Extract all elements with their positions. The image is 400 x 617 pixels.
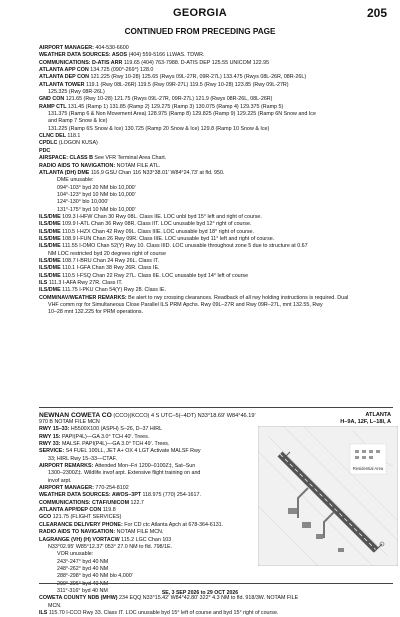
- newnan-info-line-label: AIRPORT REMARKS:: [39, 463, 95, 470]
- atlanta-info-line: [39, 177, 395, 184]
- atlanta-info-line-label: GND CON: [39, 96, 66, 103]
- newnan-info-line-text: S4 FUEL 100LL, JET A+ OX 4 LGT Activate MALSF Rwy: [65, 448, 201, 455]
- newnan-info-line: [39, 573, 395, 580]
- atlanta-info-line-label: ILS/DME: [39, 243, 63, 250]
- atlanta-info-line-label: COMMUNICATIONS: D-ATIS ARR: [39, 59, 124, 66]
- atlanta-info-line: [39, 258, 395, 265]
- atlanta-info-line: [39, 163, 395, 170]
- atlanta-info-line: [39, 207, 395, 214]
- newnan-info-line-text: For CD ctc Atlanta Apch at 678-364-6131.: [124, 521, 224, 528]
- newnan-info-line-text: 33; HIRL Rwy 15–33—CTAF.: [48, 455, 117, 462]
- atlanta-info-line-label: PDC: [39, 147, 51, 154]
- atlanta-info-line-text: DME unusable:: [57, 177, 94, 184]
- effective-dates: SE, 3 SEP 2026 to 29 OCT 2026: [161, 590, 239, 596]
- residential-area-label: Residential Area: [352, 466, 384, 471]
- atlanta-info-line: [39, 287, 395, 294]
- newnan-info-line-text: 970 B NOTAM FILE MCN: [39, 419, 100, 425]
- newnan-info-line-text: PAPI(P4L)—GA 3.0° TCH 40'. Trees.: [61, 433, 150, 440]
- atlanta-info-line-label: ATLANTA DEP CON: [39, 74, 91, 81]
- atlanta-info-line-text: 121.65 (Rwy 10-28) 121.75 (Rwys 09L-27R, 09R-27L) 121.9 (Rwys 08R-26L, 08L-26R): [65, 96, 273, 103]
- atlanta-info-line-text: 119.65 (404) 763-7988. D-ATIS DEP 125.55 UNICOM 122.95: [123, 59, 270, 66]
- newnan-info-line-label: COMMUNICATIONS: CTAF/UNICOM: [39, 499, 131, 506]
- atlanta-info-line: [39, 74, 395, 81]
- atlanta-info-line-label: ATLANTA APP CON: [39, 67, 91, 74]
- atlanta-info-line-text: 131°-175° byd 10 NM blo 10,000': [57, 206, 136, 213]
- atlanta-info-line-text: 125.325 (Rwy 08R-26L): [48, 89, 105, 96]
- newnan-info-line-label: RADIO AIDS TO NAVIGATION:: [39, 529, 117, 536]
- newnan-info-line-text: 119.8: [102, 507, 116, 514]
- atlanta-info-line: [39, 229, 395, 236]
- newnan-info-line-text: 1300–2300Z‡. Wildlife invof arpt. Extensive flight training on and: [48, 470, 201, 477]
- airport-name: NEWNAN COWETA CO: [39, 412, 112, 419]
- atlanta-info-line-text: 104°-123° byd 10 NM blo 10,000': [57, 191, 136, 198]
- atlanta-info-line-text: 119.1 (Rwy 08L-26R) 119.5 (Rwy 09R-27L) 119.5 (Rwy 10-28) 123.85 (Rwy 09L-27R): [86, 81, 289, 88]
- newnan-info-line-label: RWY 33:: [39, 441, 62, 448]
- atlanta-info-line: [39, 89, 395, 96]
- atlanta-info-line-text: 111.75 I-PKU Chan 54(Y) Rwy 28. Class IE.: [62, 287, 166, 294]
- atlanta-info-line: [39, 199, 395, 206]
- newnan-info-line: [39, 566, 395, 573]
- atlanta-info-line: [39, 302, 395, 309]
- newnan-info-line-text: 122.7: [130, 499, 144, 506]
- atlanta-info-line-text: 110.5 I-FSQ Chan 22 Rwy 27L. Class IIE. LOC unusable byd 14° left of course: [62, 272, 249, 279]
- atlanta-info-line-label: RADIO AIDS TO NAVIGATION:: [39, 162, 117, 169]
- atlanta-info-line: [39, 104, 395, 111]
- airport-ident: (CCO)(KCCO) 4 S UTC–5(–4DT) N33°18.69' W84°46.19': [111, 413, 256, 419]
- atlanta-info-line-text: 108.9 I-FUN Chan 26 Rwy 09R. Class IIIE. LOC unusable byd 11° left and right of course.: [62, 235, 275, 242]
- atlanta-info-line: [39, 214, 395, 221]
- atlanta-info-line-label: AIRPORT MANAGER:: [39, 45, 96, 51]
- atlanta-info-line: [39, 60, 395, 67]
- atlanta-info-line-label: ILS/DME: [39, 235, 63, 242]
- newnan-info-line-label: CLEARANCE DELIVERY PHONE:: [39, 521, 125, 528]
- section-divider: [39, 407, 393, 408]
- newnan-info-line-text: H5500X100 (ASPH) S–26, D–37 HIRL: [70, 426, 163, 433]
- atlanta-info-line-text: 124°-130° blo 10,000': [57, 199, 109, 206]
- atlanta-info-line-text: See VFR Terminal Area Chart.: [94, 155, 167, 162]
- atlanta-info-line-text: 134.725 (090°-269°) 128.0: [90, 67, 154, 74]
- atlanta-info-line: [39, 140, 395, 147]
- newnan-info-line-label: WEATHER DATA SOURCES: AWOS–3PT: [39, 492, 143, 499]
- atlanta-info-line-text: 404-530-6600: [95, 45, 129, 51]
- atlanta-info-line-text: NOTAM FILE ATL.: [116, 162, 161, 169]
- newnan-info-line-label: LAGRANGE (VH) (H) VORTACW: [39, 536, 122, 543]
- atlanta-info-line: [39, 96, 395, 103]
- atlanta-info-line-text: 111.55 I-OMO Chan 52(Y) Rwy 10. Class IIID. LOC unusable throughout zone 5 due to structure at 0.67: [62, 243, 308, 250]
- newnan-info-line-text: Attended Mon–Fri 1200–0100Z‡, Sat–Sun: [94, 463, 196, 470]
- atlanta-airport-continued-section: [39, 45, 395, 317]
- newnan-info-line-label: COWETA COUNTY NDB (MHW): [39, 595, 120, 602]
- atlanta-info-line-text: 110.1 I-GFA Chan 38 Rwy 26R. Class IE.: [62, 265, 160, 272]
- atlanta-info-line-text: and Ramp 7 Snow & Ice): [48, 118, 108, 125]
- atlanta-info-line-label: ILS/DME: [39, 257, 63, 264]
- atlanta-info-line: [39, 185, 395, 192]
- atlanta-info-line-text: 131.45 (Ramp 1) 131.85 (Ramp 2) 129.275 (Ramp 3) 130.075 (Ramp 4) 129.375 (Ramp 5): [67, 103, 284, 110]
- atlanta-info-line: [39, 265, 395, 272]
- atlanta-info-line-text: 131.225 (Ramp 6S Snow & Ice) 130.725 (Ramp 20 Snow & Ice) 129.8 (Ramp 10 Snow & Ice): [48, 125, 270, 132]
- atlanta-info-line-text: 109.9 I-ATL Chan 36 Rwy 08R. Class IIT. LOC unusable byd 12° right of course.: [62, 221, 252, 228]
- newnan-info-line-label: SERVICE:: [39, 448, 66, 455]
- atlanta-info-line: [39, 251, 395, 258]
- atlanta-info-line-text: 10–28 mnt 132.225 for PRM operations.: [48, 309, 144, 316]
- atlanta-info-line-text: 109.3 I-HFW Chan 30 Rwy 08L. Class IIE. LOC unbl byd 15° left and right of course.: [62, 213, 262, 220]
- atlanta-info-line: [39, 280, 395, 287]
- atlanta-info-line-text: Be alert to rwy crossing clearances. Readback of all rwy holding instructions is required. Dual: [128, 294, 349, 301]
- newnan-info-line-text: 288°-298° byd 40 NM blo 4,000': [57, 573, 133, 580]
- footer-divider: [39, 583, 393, 584]
- atlanta-info-line-label: AIRSPACE: CLASS B: [39, 155, 95, 162]
- atlanta-info-line: [39, 155, 395, 162]
- newnan-info-line-label: RWY 15:: [39, 433, 62, 440]
- newnan-info-line-text: 118.975 (770) 254-1617.: [142, 492, 201, 499]
- atlanta-info-line-text: 108.7 I-BRU Chan 24 Rwy 26L. Class IT.: [62, 257, 159, 264]
- atlanta-info-line-text: 111.3 I-AFA Rwy 27R. Class IT.: [48, 280, 123, 286]
- atlanta-info-line: [39, 221, 395, 228]
- atlanta-info-line: [39, 45, 395, 52]
- atlanta-info-line-text: NM LOC restricted byd 20 degrees right of course: [48, 250, 166, 257]
- atlanta-info-line-text: 110.5 I-HZX Chan 42 Rwy 09L. Class IIIE. LOC unusable byd 18° right of course.: [62, 228, 255, 235]
- newnan-info-line: [39, 595, 395, 602]
- atlanta-info-line: [39, 126, 395, 133]
- airport-diagram: [258, 426, 398, 566]
- atlanta-info-line-text: VHF comm rqr for Simultaneous Close Parallel ILS PRM Apchs. Rwy 09L–27R and Rwy 09R–27L, mnt 132.55, Rwy: [48, 302, 323, 309]
- newnan-info-line-label: RWY 15–33:: [39, 426, 71, 433]
- newnan-info-line-text: 248°-262° byd 40 NM: [57, 565, 109, 572]
- atlanta-info-line-label: ATLANTA TOWER: [39, 81, 86, 88]
- airport-chart-code: H–9A, 12F, L–18I, A: [340, 419, 391, 426]
- atlanta-info-line: [39, 67, 395, 74]
- atlanta-info-line-text: (404) 559-5166 LLWAS. TDWR.: [128, 52, 205, 59]
- atlanta-info-line-label: ILS/DME: [39, 287, 63, 294]
- page-number: 205: [366, 6, 387, 20]
- newnan-info-line-text: MALSF. PAPI(P4L)—GA 3.0° TCH 49'. Trees.: [61, 441, 170, 448]
- atlanta-info-line: [39, 82, 395, 89]
- atlanta-info-line-label: ILS: [39, 280, 49, 286]
- atlanta-info-line: [39, 295, 395, 302]
- newnan-info-line-text: 243°-247° byd 40 NM: [57, 558, 109, 565]
- newnan-info-line-text: 311°-316° byd 40 NM: [57, 587, 108, 594]
- newnan-info-line-label: GCO: [39, 514, 53, 521]
- atlanta-info-line: [39, 309, 395, 316]
- atlanta-info-line: [39, 170, 395, 177]
- newnan-info-line-text: 115.70 I-CCO Rwy 33. Class IT. LOC unusable byd 15° left of course and byd 15° right of course.: [48, 609, 279, 616]
- newnan-info-line-text: VOR unusable:: [57, 551, 94, 558]
- atlanta-info-line-label: COMM/NAV/WEATHER REMARKS:: [39, 294, 129, 301]
- atlanta-info-line-text: 118.1: [67, 133, 81, 140]
- atlanta-info-line-label: CPDLC: [39, 140, 59, 147]
- atlanta-info-line-text: 094°-103° byd 20 NM blo 10,000': [57, 184, 136, 191]
- atlanta-info-line-label: CLNC DEL: [39, 133, 68, 140]
- atlanta-info-line: [39, 118, 395, 125]
- airport-city: ATLANTA: [365, 412, 391, 418]
- newnan-info-line-text: 770-254-8102: [95, 485, 129, 492]
- newnan-info-line-text: 121.75 (FLIGHT SERVICES): [52, 514, 122, 521]
- atlanta-info-line: [39, 236, 395, 243]
- atlanta-info-line: [39, 243, 395, 250]
- atlanta-info-line-text: (LOGON KUSA): [58, 140, 98, 147]
- newnan-info-line: [39, 581, 395, 588]
- atlanta-info-line: [39, 148, 395, 155]
- atlanta-info-line-label: ATLANTA (DH) DME: [39, 169, 91, 176]
- newnan-info-line-text: N33°02.95' W85°12.37' 053° 27.0 NM to fld. 798/1E.: [48, 543, 173, 550]
- newnan-info-line-text: 115.2 LGC Chan 103: [121, 536, 172, 543]
- atlanta-info-line-text: 121.225 (Rwy 10-28) 125.65 (Rwys 09L-27R, 09R-27L) 133.475 (Rwys 08L-26R, 08R-26L): [90, 74, 307, 81]
- atlanta-info-line-label: RAMP CTL: [39, 103, 68, 110]
- atlanta-info-line: [39, 133, 395, 140]
- atlanta-info-line-label: ILS/DME: [39, 272, 63, 279]
- newnan-info-line: [39, 610, 395, 617]
- atlanta-info-line-label: ILS/DME: [39, 221, 63, 228]
- atlanta-info-line-label: ILS/DME: [39, 213, 63, 220]
- atlanta-info-line: [39, 111, 395, 118]
- state-title: GEORGIA: [172, 7, 228, 19]
- newnan-info-line-text: 234 EQQ N33°15.42' W84°42.80' 322° 4.3 NM to fld. 918/3W. NOTAM FILE: [119, 595, 299, 602]
- newnan-info-line-text: 299°-306° byd 40 NM: [57, 580, 109, 587]
- newnan-info-line-text: invof arpt.: [48, 477, 72, 484]
- newnan-info-line-text: NOTAM FILE MCN.: [116, 529, 164, 536]
- airport-title: [39, 412, 256, 419]
- atlanta-info-line-label: WEATHER DATA SOURCES: ASOS: [39, 52, 129, 59]
- newnan-info-line-label: ILS: [39, 609, 49, 616]
- atlanta-info-line-label: ILS/DME: [39, 228, 63, 235]
- newnan-info-line-text: MCN.: [48, 602, 62, 609]
- atlanta-info-line: [39, 192, 395, 199]
- atlanta-info-line-text: 131.375 (Ramp 6 & Non Movement Area) 128.975 (Ramp 8) 129.825 (Ramp 9) 129.225 (Ramp 6N Snow and Ice: [48, 111, 316, 118]
- atlanta-info-line-text: 116.9 GSU Chan 116 N33°38.01' W84°24.73' at fld. 950.: [90, 169, 225, 176]
- atlanta-info-line-label: ILS/DME: [39, 265, 63, 272]
- newnan-info-line-label: ATLANTA APP/DEP CON: [39, 507, 103, 514]
- atlanta-info-line: [39, 273, 395, 280]
- continued-heading: CONTINUED FROM PRECEDING PAGE: [124, 27, 276, 36]
- atlanta-info-line: [39, 52, 395, 59]
- newnan-info-line-label: AIRPORT MANAGER:: [39, 485, 96, 492]
